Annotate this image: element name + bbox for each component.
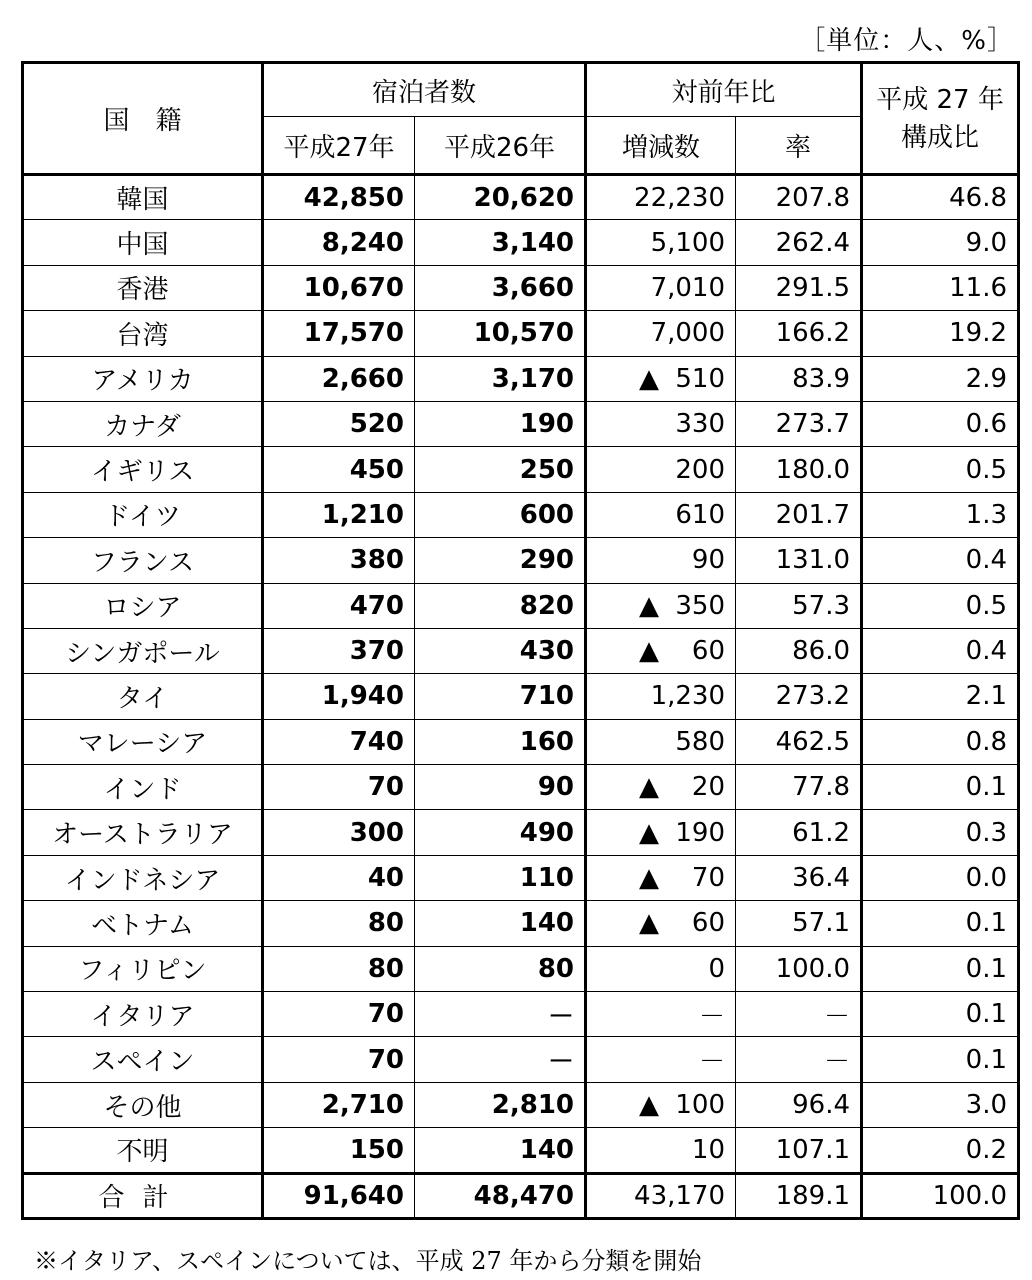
- header-share-line1: 平成 27 年: [876, 84, 1004, 115]
- nationality-cell: フィリピン: [23, 946, 263, 991]
- stays-h27-cell: 80: [263, 901, 415, 946]
- change-value: 7,010: [650, 272, 726, 303]
- table-row: [23, 401, 1019, 446]
- nationality-cell: 中国: [23, 220, 263, 265]
- table-row: [23, 265, 1019, 310]
- share-cell: 0.1: [862, 1037, 1019, 1082]
- table-row: [23, 220, 1019, 265]
- share-cell: 0.0: [862, 855, 1019, 900]
- table-row: [23, 1082, 1019, 1127]
- nationality-cell: カナダ: [23, 401, 263, 446]
- decrease-triangle-icon: ▲: [639, 908, 660, 939]
- rate-cell: 61.2: [736, 810, 862, 855]
- share-cell: 100.0: [862, 1173, 1019, 1218]
- change-value: 5,100: [650, 227, 726, 258]
- table-row: [23, 538, 1019, 583]
- decrease-triangle-icon: ▲: [639, 590, 660, 621]
- decrease-triangle-icon: ▲: [639, 772, 660, 803]
- nationality-cell: スペイン: [23, 1037, 263, 1082]
- table-row: [23, 447, 1019, 492]
- rate-cell: 273.7: [736, 401, 862, 446]
- change-value: 190: [675, 817, 726, 848]
- rate-cell: 273.2: [736, 674, 862, 719]
- stays-h26-cell: 290: [415, 538, 586, 583]
- header-nationality: 国 籍: [23, 63, 263, 175]
- change-cell: [586, 1173, 736, 1218]
- change-cell: [586, 992, 736, 1037]
- share-cell: 0.4: [862, 538, 1019, 583]
- stays-h26-cell: 80: [415, 946, 586, 991]
- header-yoy: 対前年比: [586, 63, 862, 117]
- rate-cell: 291.5: [736, 265, 862, 310]
- stays-h27-cell: 370: [263, 628, 415, 673]
- change-cell: [586, 855, 736, 900]
- change-cell: [586, 1037, 736, 1082]
- change-cell: [586, 1128, 736, 1173]
- stays-h26-cell: －: [415, 992, 586, 1037]
- nationality-cell: インドネシア: [23, 855, 263, 900]
- change-value: 330: [675, 409, 726, 440]
- rate-cell: 36.4: [736, 855, 862, 900]
- share-cell: 1.3: [862, 492, 1019, 537]
- nationality-cell: 台湾: [23, 311, 263, 356]
- share-cell: 0.5: [862, 447, 1019, 492]
- change-cell: [586, 1082, 736, 1127]
- rate-cell: 262.4: [736, 220, 862, 265]
- change-value: 70: [691, 863, 726, 894]
- stays-h27-cell: 80: [263, 946, 415, 991]
- change-value: 0: [708, 953, 726, 984]
- decrease-triangle-icon: ▲: [639, 363, 660, 394]
- stays-h26-cell: 48,470: [415, 1173, 586, 1218]
- decrease-triangle-icon: ▲: [639, 817, 660, 848]
- header-change: 増減数: [586, 117, 736, 175]
- share-cell: 0.5: [862, 583, 1019, 628]
- change-value: 60: [691, 636, 726, 667]
- unit-label: ［単位：人、%］: [799, 26, 1014, 56]
- share-cell: 0.1: [862, 946, 1019, 991]
- header-h26: 平成26年: [415, 117, 586, 175]
- nationality-cell: 合計: [23, 1173, 263, 1218]
- stays-h26-cell: 3,170: [415, 356, 586, 401]
- change-value: 510: [675, 363, 726, 394]
- stays-h26-cell: 160: [415, 719, 586, 764]
- stays-h26-cell: 2,810: [415, 1082, 586, 1127]
- stays-h27-cell: 520: [263, 401, 415, 446]
- nationality-cell: アメリカ: [23, 356, 263, 401]
- change-value: 1,230: [650, 681, 726, 712]
- change-cell: [586, 356, 736, 401]
- rate-cell: 86.0: [736, 628, 862, 673]
- change-value: 90: [691, 545, 726, 576]
- stays-h26-cell: 140: [415, 1128, 586, 1173]
- stays-h26-cell: 3,660: [415, 265, 586, 310]
- table-row: [23, 674, 1019, 719]
- table-row: [23, 719, 1019, 764]
- table-row: [23, 992, 1019, 1037]
- stays-h26-cell: 490: [415, 810, 586, 855]
- table-row: [23, 356, 1019, 401]
- overnight-stays-table: [21, 61, 1020, 1220]
- change-value: 200: [675, 454, 726, 485]
- change-value: 7,000: [650, 318, 726, 349]
- share-cell: 2.9: [862, 356, 1019, 401]
- nationality-cell: 不明: [23, 1128, 263, 1173]
- change-cell: [586, 401, 736, 446]
- rate-cell: 207.8: [736, 175, 862, 220]
- stays-h26-cell: －: [415, 1037, 586, 1082]
- table-row: [23, 583, 1019, 628]
- table-row: [23, 175, 1019, 220]
- stays-h27-cell: 10,670: [263, 265, 415, 310]
- change-value: 10: [691, 1134, 726, 1165]
- table-row: [23, 765, 1019, 810]
- stays-h27-cell: 40: [263, 855, 415, 900]
- stays-h26-cell: 600: [415, 492, 586, 537]
- nationality-cell: イギリス: [23, 447, 263, 492]
- stays-h27-cell: 70: [263, 1037, 415, 1082]
- change-value: －: [699, 1047, 726, 1078]
- stays-h26-cell: 110: [415, 855, 586, 900]
- change-value: 580: [675, 726, 726, 757]
- change-cell: [586, 719, 736, 764]
- share-cell: 3.0: [862, 1082, 1019, 1127]
- nationality-cell: マレーシア: [23, 719, 263, 764]
- header-stays: 宿泊者数: [263, 63, 586, 117]
- decrease-triangle-icon: ▲: [639, 1090, 660, 1120]
- total-row: [23, 1173, 1019, 1218]
- rate-cell: 77.8: [736, 765, 862, 810]
- change-cell: [586, 901, 736, 946]
- change-value: －: [699, 1001, 726, 1032]
- header-share-line2: 構成比: [901, 122, 980, 153]
- rate-cell: 57.1: [736, 901, 862, 946]
- table-row: [23, 628, 1019, 673]
- rate-cell: －: [736, 1037, 862, 1082]
- stays-h27-cell: 70: [263, 992, 415, 1037]
- change-value: 100: [675, 1090, 726, 1120]
- stays-h26-cell: 10,570: [415, 311, 586, 356]
- header-share: [862, 63, 1019, 175]
- stays-h27-cell: 1,940: [263, 674, 415, 719]
- header-h27: 平成27年: [263, 117, 415, 175]
- share-cell: 2.1: [862, 674, 1019, 719]
- decrease-triangle-icon: ▲: [639, 636, 660, 667]
- change-value: 60: [691, 908, 726, 939]
- rate-cell: 131.0: [736, 538, 862, 583]
- stays-h26-cell: 140: [415, 901, 586, 946]
- nationality-cell: ベトナム: [23, 901, 263, 946]
- share-cell: 0.2: [862, 1128, 1019, 1173]
- share-cell: 0.3: [862, 810, 1019, 855]
- change-value: 350: [675, 590, 726, 621]
- rate-cell: 462.5: [736, 719, 862, 764]
- stays-h27-cell: 17,570: [263, 311, 415, 356]
- change-cell: [586, 946, 736, 991]
- table-row: [23, 1128, 1019, 1173]
- stays-h27-cell: 1,210: [263, 492, 415, 537]
- stays-h27-cell: 8,240: [263, 220, 415, 265]
- change-cell: [586, 492, 736, 537]
- stays-h27-cell: 42,850: [263, 175, 415, 220]
- stays-h26-cell: 250: [415, 447, 586, 492]
- stays-h27-cell: 740: [263, 719, 415, 764]
- stays-h26-cell: 430: [415, 628, 586, 673]
- rate-cell: －: [736, 992, 862, 1037]
- stays-h26-cell: 820: [415, 583, 586, 628]
- change-cell: [586, 175, 736, 220]
- change-value: 22,230: [634, 182, 726, 213]
- nationality-cell: 韓国: [23, 175, 263, 220]
- table-row: [23, 855, 1019, 900]
- change-value: 43,170: [634, 1180, 726, 1211]
- share-cell: 46.8: [862, 175, 1019, 220]
- share-cell: 0.6: [862, 401, 1019, 446]
- stays-h27-cell: 470: [263, 583, 415, 628]
- rate-cell: 57.3: [736, 583, 862, 628]
- change-cell: [586, 311, 736, 356]
- stays-h26-cell: 3,140: [415, 220, 586, 265]
- stays-h27-cell: 91,640: [263, 1173, 415, 1218]
- change-cell: [586, 538, 736, 583]
- stays-h26-cell: 90: [415, 765, 586, 810]
- change-cell: [586, 765, 736, 810]
- rate-cell: 166.2: [736, 311, 862, 356]
- stays-h26-cell: 190: [415, 401, 586, 446]
- change-cell: [586, 583, 736, 628]
- table-row: [23, 1037, 1019, 1082]
- rate-cell: 107.1: [736, 1128, 862, 1173]
- nationality-cell: インド: [23, 765, 263, 810]
- share-cell: 0.8: [862, 719, 1019, 764]
- stays-h27-cell: 380: [263, 538, 415, 583]
- table-row: [23, 492, 1019, 537]
- change-cell: [586, 810, 736, 855]
- nationality-cell: タイ: [23, 674, 263, 719]
- nationality-cell: オーストラリア: [23, 810, 263, 855]
- table-row: [23, 946, 1019, 991]
- nationality-cell: イタリア: [23, 992, 263, 1037]
- decrease-triangle-icon: ▲: [639, 863, 660, 894]
- table-body: [23, 175, 1019, 1219]
- nationality-cell: シンガポール: [23, 628, 263, 673]
- share-cell: 19.2: [862, 311, 1019, 356]
- change-value: 610: [675, 499, 726, 530]
- rate-cell: 189.1: [736, 1173, 862, 1218]
- share-cell: 0.4: [862, 628, 1019, 673]
- stays-h26-cell: 710: [415, 674, 586, 719]
- nationality-cell: 香港: [23, 265, 263, 310]
- nationality-cell: ロシア: [23, 583, 263, 628]
- change-value: 20: [691, 772, 726, 803]
- rate-cell: 180.0: [736, 447, 862, 492]
- change-cell: [586, 265, 736, 310]
- table-row: [23, 810, 1019, 855]
- stays-h27-cell: 300: [263, 810, 415, 855]
- share-cell: 11.6: [862, 265, 1019, 310]
- nationality-cell: フランス: [23, 538, 263, 583]
- stays-h27-cell: 450: [263, 447, 415, 492]
- nationality-cell: その他: [23, 1082, 263, 1127]
- rate-cell: 83.9: [736, 356, 862, 401]
- stays-h27-cell: 70: [263, 765, 415, 810]
- table-row: [23, 901, 1019, 946]
- change-cell: [586, 447, 736, 492]
- rate-cell: 96.4: [736, 1082, 862, 1127]
- stays-h27-cell: 2,710: [263, 1082, 415, 1127]
- stays-h27-cell: 2,660: [263, 356, 415, 401]
- nationality-cell: ドイツ: [23, 492, 263, 537]
- header-rate: 率: [736, 117, 862, 175]
- share-cell: 0.1: [862, 765, 1019, 810]
- table-row: [23, 311, 1019, 356]
- change-cell: [586, 674, 736, 719]
- share-cell: 9.0: [862, 220, 1019, 265]
- share-cell: 0.1: [862, 901, 1019, 946]
- rate-cell: 100.0: [736, 946, 862, 991]
- change-cell: [586, 628, 736, 673]
- rate-cell: 201.7: [736, 492, 862, 537]
- share-cell: 0.1: [862, 992, 1019, 1037]
- stays-h26-cell: 20,620: [415, 175, 586, 220]
- footnote: ※イタリア、スペインについては、平成 27 年から分類を開始: [34, 1247, 702, 1275]
- stays-h27-cell: 150: [263, 1128, 415, 1173]
- change-cell: [586, 220, 736, 265]
